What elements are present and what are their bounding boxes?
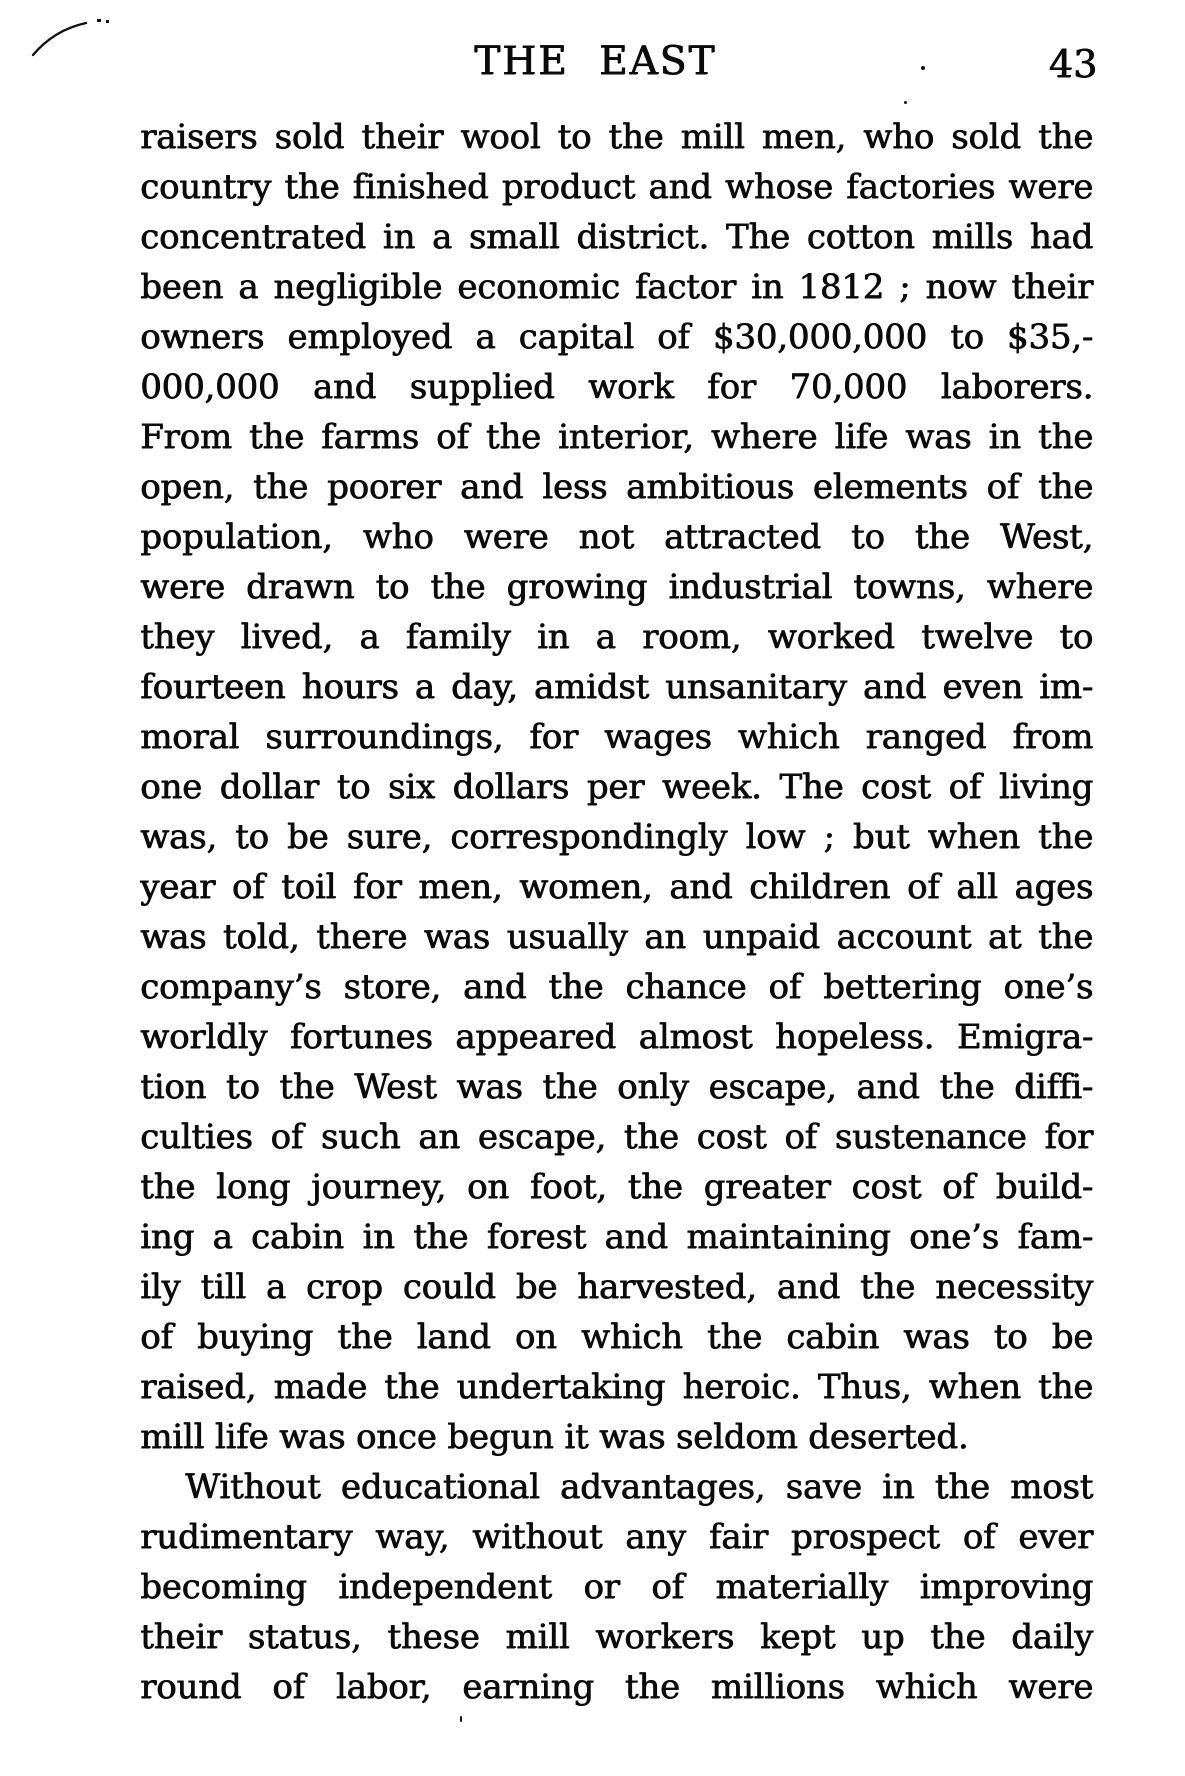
running-header-title: THE EAST (474, 39, 717, 84)
text-line: 000,000 and supplied work for 70,000 laborers. (140, 367, 1093, 407)
text-line: their status, these mill workers kept up the daily (140, 1617, 1093, 1657)
text-line: becoming independent or of materially improving (140, 1567, 1093, 1607)
text-line: tion to the West was the only escape, and the diffi- (140, 1067, 1093, 1107)
text-line: raised, made the undertaking heroic. Thus, when the (140, 1367, 1093, 1407)
scan-artifact-curve (0, 0, 140, 80)
text-line: open, the poorer and less ambitious elements of the (140, 467, 1093, 507)
scan-artifact-speck (921, 66, 925, 70)
page-number: 43 (1048, 42, 1097, 86)
text-line: ily till a crop could be harvested, and the necessity (140, 1267, 1093, 1307)
text-line: population, who were not attracted to the West, (140, 517, 1093, 557)
text-line paragraph-start: Without educational advantages, save in the most (185, 1467, 1093, 1507)
text-line: fourteen hours a day, amidst unsanitary and even im- (140, 667, 1093, 707)
scan-artifact-speck (460, 1716, 462, 1722)
text-line paragraph-end: mill life was once begun it was seldom deserted. (140, 1417, 969, 1457)
text-line: From the farms of the interior, where life was in the (140, 417, 1093, 457)
text-line: were drawn to the growing industrial towns, where (140, 567, 1093, 607)
scan-artifact-speck (904, 101, 907, 104)
text-line: company’s store, and the chance of bettering one’s (140, 967, 1093, 1007)
text-line: owners employed a capital of $30,000,000 to $35,- (140, 317, 1093, 357)
text-line: one dollar to six dollars per week. The cost of living (140, 767, 1093, 807)
text-line: was told, there was usually an unpaid account at the (140, 917, 1093, 957)
text-line: been a negligible economic factor in 1812 ; now their (140, 267, 1093, 307)
text-line: ing a cabin in the forest and maintaining one’s fam- (140, 1217, 1093, 1257)
text-line: they lived, a family in a room, worked twelve to (140, 617, 1093, 657)
text-line: country the finished product and whose factories were (140, 167, 1093, 207)
text-line: culties of such an escape, the cost of sustenance for (140, 1117, 1093, 1157)
body-text (140, 112, 1093, 1712)
text-line: concentrated in a small district. The cotton mills had (140, 217, 1093, 257)
text-line: rudimentary way, without any fair prospect of ever (140, 1517, 1093, 1557)
text-line: the long journey, on foot, the greater cost of build- (140, 1167, 1093, 1207)
text-line: was, to be sure, correspondingly low ; but when the (140, 817, 1093, 857)
text-line: raisers sold their wool to the mill men, who sold the (140, 117, 1093, 157)
text-line: worldly fortunes appeared almost hopeless. Emigra- (140, 1017, 1093, 1057)
text-line: moral surroundings, for wages which ranged from (140, 717, 1093, 757)
text-line: year of toil for men, women, and children of all ages (140, 867, 1093, 907)
text-line: round of labor, earning the millions which were (140, 1667, 1093, 1707)
text-line: of buying the land on which the cabin was to be (140, 1317, 1093, 1357)
